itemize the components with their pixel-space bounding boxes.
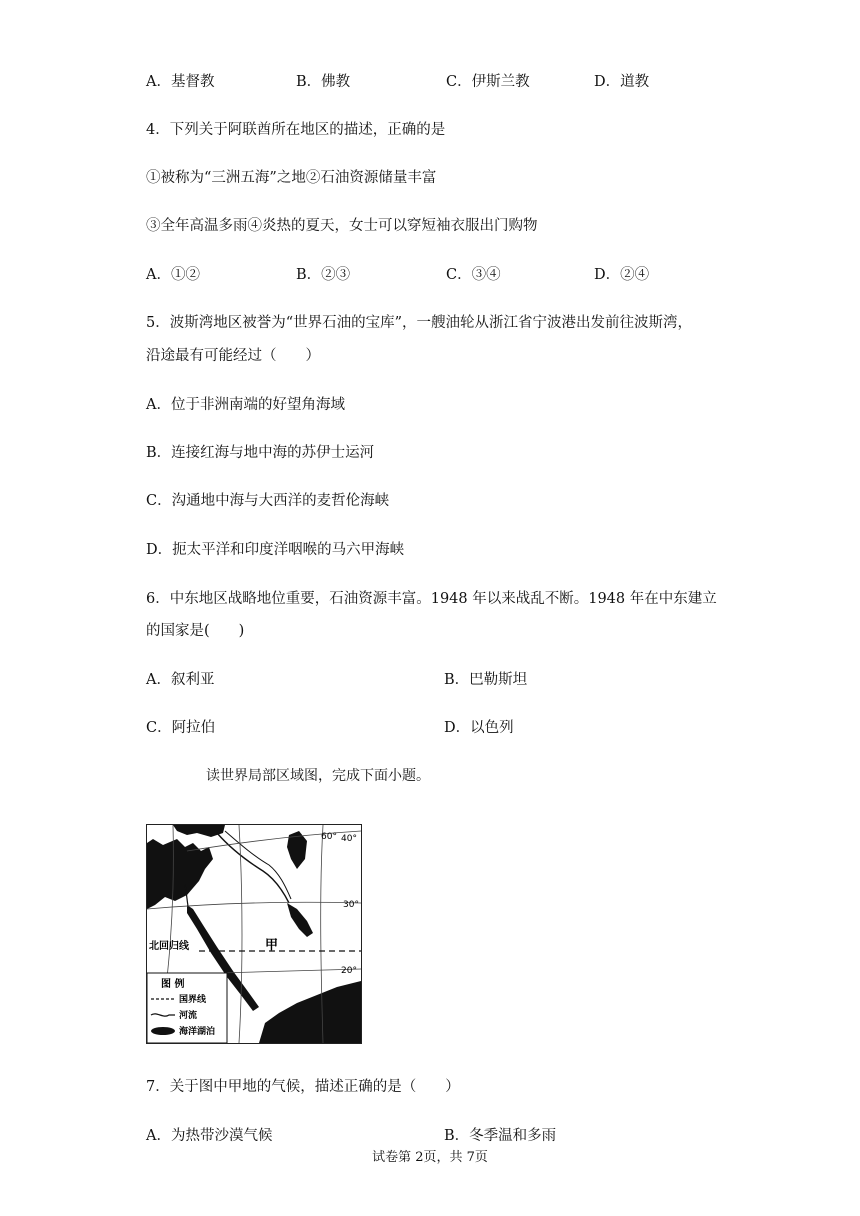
- q4-line2: ①被称为“三洲五海”之地②石油资源储量丰富: [146, 170, 437, 186]
- q5-stem-line1: 5．波斯湾地区被誉为“世界石油的宝库”，一艘油轮从浙江省宁波港出发前往波斯湾，: [146, 315, 693, 331]
- q6-stem-line2: 的国家是( ): [146, 623, 245, 639]
- map-intro: 读世界局部区域图，完成下面小题。: [206, 768, 430, 784]
- label-40: 40°: [341, 834, 357, 844]
- legend-sea-symbol: [151, 1027, 175, 1035]
- parallel-30: [147, 902, 361, 909]
- q6-option-c: C．阿拉伯: [146, 720, 216, 736]
- q7-option-b: B．冬季温和多雨: [444, 1128, 557, 1144]
- label-tropic: 北回归线: [149, 941, 189, 952]
- meridian-line-2: [239, 825, 242, 1043]
- legend-title: 图 例: [161, 979, 185, 990]
- q4-stem: 4．下列关于阿联酋所在地区的描述，正确的是: [146, 122, 446, 138]
- label-30: 30°: [343, 900, 359, 910]
- legend-border-label: 国界线: [179, 995, 207, 1005]
- label-60: 60°: [321, 832, 337, 842]
- river-euphrates: [217, 833, 289, 903]
- page-footer: 试卷第 2页，共 7页: [372, 1150, 488, 1165]
- q3-option-c: C．伊斯兰教: [446, 74, 530, 90]
- label-20: 20°: [341, 966, 357, 976]
- q5-option-c: C．沟通地中海与大西洋的麦哲伦海峡: [146, 493, 390, 509]
- q4-option-d: D．②④: [594, 267, 650, 283]
- q5-option-d: D．扼太平洋和印度洋咽喉的马六甲海峡: [146, 542, 405, 558]
- region-map: [146, 824, 362, 1044]
- legend-sea-label: 海洋湖泊: [179, 1027, 216, 1037]
- label-place-jia: 甲: [265, 938, 279, 953]
- q5-option-b: B．连接红海与地中海的苏伊士运河: [146, 445, 375, 461]
- land-shape-north-africa: [147, 839, 213, 909]
- q4-option-c: C．③④: [446, 267, 501, 283]
- q6-option-b: B．巴勒斯坦: [444, 672, 528, 688]
- q3-option-d: D．道教: [594, 74, 650, 90]
- q7-option-a: A．为热带沙漠气候: [146, 1128, 273, 1144]
- q4-option-a: A．①②: [146, 267, 200, 283]
- legend-river-label: 河流: [179, 1011, 198, 1021]
- q4-option-b: B．②③: [296, 267, 351, 283]
- sea-shape-persian-gulf: [287, 903, 313, 937]
- q3-option-a: A．基督教: [146, 74, 215, 90]
- q6-option-d: D．以色列: [444, 720, 514, 736]
- q5-option-a: A．位于非洲南端的好望角海域: [146, 397, 345, 413]
- sea-shape-arabian-sea: [259, 981, 361, 1043]
- sea-shape-north: [173, 825, 225, 837]
- q6-option-a: A．叙利亚: [146, 672, 215, 688]
- region-map-svg: [147, 825, 361, 1043]
- q7-stem: 7．关于图中甲地的气候，描述正确的是（ ）: [146, 1079, 460, 1095]
- q4-line3: ③全年高温多雨④炎热的夏天，女士可以穿短袖衣服出门购物: [146, 218, 538, 234]
- q3-option-b: B．佛教: [296, 74, 351, 90]
- q6-stem-line1: 6．中东地区战略地位重要，石油资源丰富。1948 年以来战乱不断。1948 年在中东建立: [146, 591, 717, 607]
- q5-stem-line2: 沿途最有可能经过（ ）: [146, 348, 320, 364]
